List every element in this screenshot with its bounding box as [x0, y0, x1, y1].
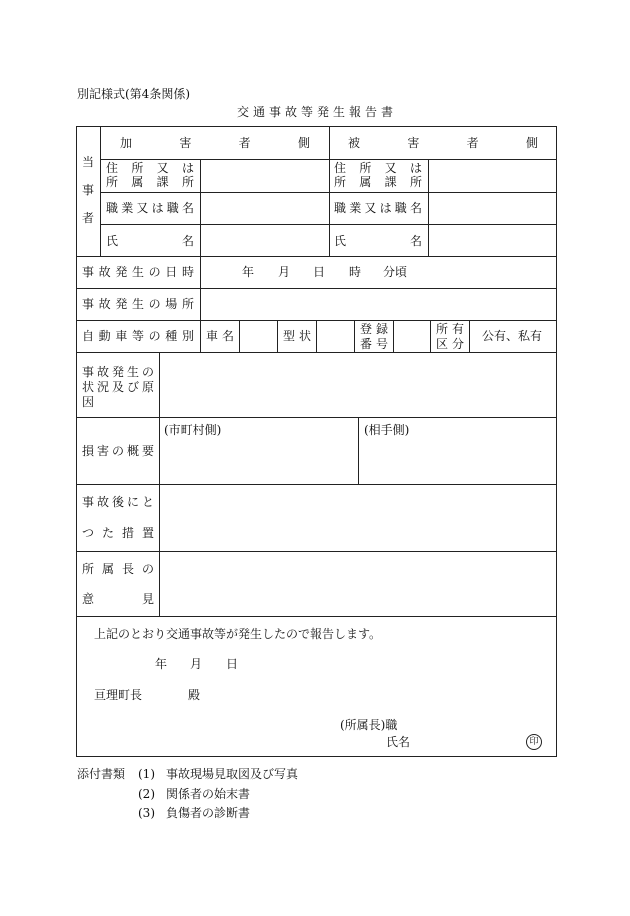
offender-name-label: 氏 名 — [106, 234, 194, 248]
attachment-number: (1) — [138, 767, 155, 781]
after-measures-label-2: つ た 措 置 — [82, 526, 154, 540]
rule — [76, 417, 557, 418]
attachment-item: 負傷者の診断書 — [166, 806, 251, 820]
attachments-label: 添付書類 — [77, 767, 126, 781]
page-title: 交通事故等発生報告書 — [237, 105, 398, 119]
rule — [76, 484, 557, 485]
accident-datetime-label: 事 故 発 生 の 日 時 — [82, 265, 194, 279]
honorific: 殿 — [188, 688, 201, 702]
rule — [469, 320, 470, 352]
rule — [200, 256, 201, 352]
datetime-hour-unit: 時 — [349, 265, 362, 279]
report-year-unit: 年 — [155, 657, 168, 671]
party-side-label: 当事者 — [82, 155, 95, 225]
rule — [428, 159, 429, 256]
vehicle-type-label: 自 動 車 等 の 種 別 — [82, 329, 194, 343]
signer-name-label: 氏名 — [386, 735, 411, 749]
ownership-label-2: 区 分 — [436, 337, 464, 351]
datetime-day-unit: 日 — [313, 265, 326, 279]
rule — [76, 288, 557, 289]
rule — [76, 616, 557, 617]
victim-side-header: 被 害 者 側 — [348, 136, 538, 150]
victim-address-label-2: 所 属 課 所 — [334, 175, 422, 189]
report-statement: 上記のとおり交通事故等が発生したので報告します。 — [94, 627, 382, 641]
report-day-unit: 日 — [226, 657, 239, 671]
datetime-month-unit: 月 — [278, 265, 291, 279]
circumstance-label-2: 状 況 及 び 原 — [82, 380, 154, 394]
victim-occupation-label: 職 業 又 は 職 名 — [334, 201, 422, 215]
rule — [316, 320, 317, 352]
victim-address-label: 住 所 又 は — [334, 161, 422, 175]
offender-occupation-label: 職 業 又 は 職 名 — [106, 201, 194, 215]
rule — [329, 126, 330, 256]
damage-other-party: (相手側) — [364, 423, 410, 437]
attachment-number: (2) — [138, 787, 155, 801]
rule — [239, 320, 240, 352]
rule — [358, 417, 359, 484]
rule — [393, 320, 394, 352]
rule — [354, 320, 355, 352]
report-month-unit: 月 — [190, 657, 203, 671]
report-form-table — [76, 126, 557, 757]
damage-summary-label: 損 害 の 概 要 — [82, 444, 154, 458]
registration-label-2: 番 号 — [360, 337, 388, 351]
attachment-item: 事故現場見取図及び写真 — [166, 767, 299, 781]
chief-opinion-label: 所 属 長 の — [82, 562, 154, 576]
offender-address-label-2: 所 属 課 所 — [106, 175, 194, 189]
rule — [430, 320, 431, 352]
attachment-item: 関係者の始末書 — [166, 787, 251, 801]
datetime-minute-unit: 分頃 — [383, 265, 408, 279]
rule — [159, 352, 160, 616]
datetime-year-unit: 年 — [242, 265, 255, 279]
offender-side-header: 加 害 者 側 — [120, 136, 310, 150]
rule — [277, 320, 278, 352]
ownership-value: 公有、私有 — [482, 329, 543, 343]
circumstance-label-3: 因 — [82, 395, 95, 409]
form-reference: 別記様式(第4条関係) — [77, 87, 190, 101]
victim-name-label: 氏 名 — [334, 234, 422, 248]
attachment-number: (3) — [138, 806, 155, 820]
after-measures-label: 事 故 後 に と — [82, 495, 154, 509]
rule — [76, 256, 557, 257]
rule — [100, 126, 101, 256]
chief-opinion-label-2: 意 見 — [82, 592, 154, 606]
accident-place-label: 事 故 発 生 の 場 所 — [82, 297, 194, 311]
offender-address-label: 住 所 又 は — [106, 161, 194, 175]
rule — [76, 352, 557, 353]
car-name-label: 車 名 — [206, 329, 234, 343]
ownership-label: 所 有 — [436, 322, 464, 336]
addressee: 亘理町長 — [94, 688, 143, 702]
rule — [200, 159, 201, 256]
rule — [76, 551, 557, 552]
damage-municipal-side: (市町村側) — [164, 423, 222, 437]
circumstance-label: 事 故 発 生 の — [82, 365, 154, 379]
registration-label: 登 録 — [360, 322, 388, 336]
model-label: 型 状 — [283, 329, 311, 343]
signer-title: (所属長)職 — [340, 718, 398, 732]
seal-mark: 印 — [526, 734, 542, 750]
